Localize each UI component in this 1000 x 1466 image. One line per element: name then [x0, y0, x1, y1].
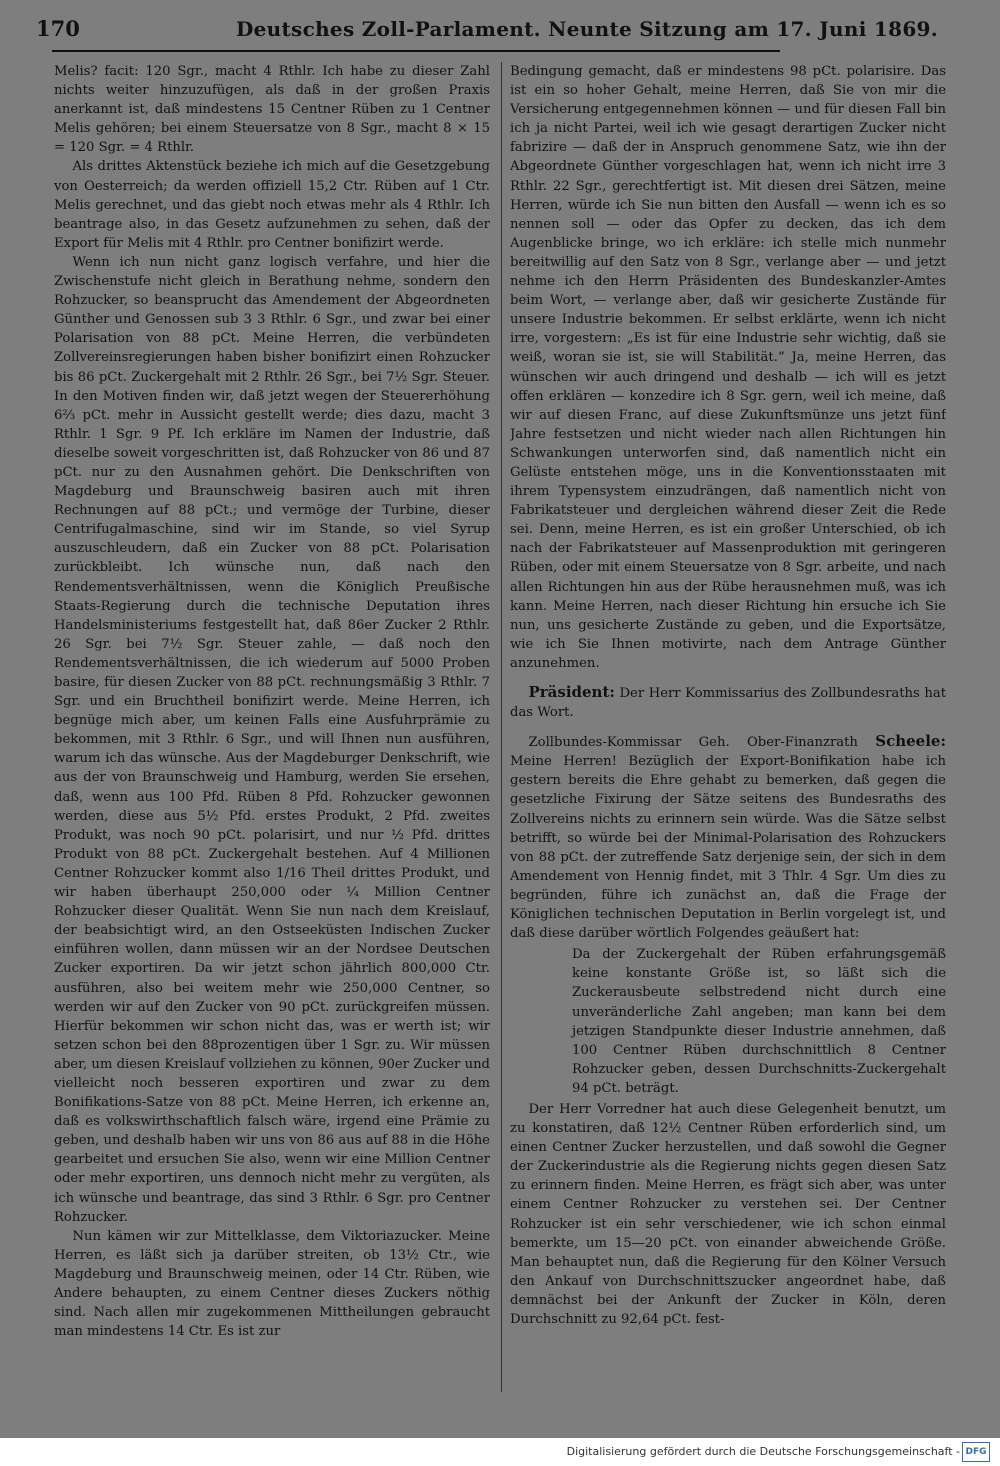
speaker-name: Präsident:: [528, 683, 615, 701]
president-statement: [510, 683, 946, 722]
statement-text: Der Herr Kommissarius des Zollbundesraths hat das Wort.: [510, 686, 946, 721]
block-quote: Da der Zuckergehalt der Rüben erfahrungsgemäß keine konstante Größe ist, so läßt sich die Zuckerausbeute selbstredend nicht durch eine unveränderliche Zahl angeben; man kann bei dem jetzigen Standpunkte dieser Industrie annehmen, daß 100 Centner Rüben durchschnittlich 8 Centner Rohzucker geben, dessen Durchschnitts-Zuckergehalt 94 pCt. beträgt.: [572, 947, 946, 1096]
paragraph: Bedingung gemacht, daß er mindestens 98 pCt. polarisire. Das ist ein so hoher Gehalt, meine Herren, daß Sie von mir die Versicherung entgegennehmen können — und für diesen Fall bin ich ja nicht Partei, weil ich wie gesagt derartigen Zucker nicht fabrizire — daß der in Anspruch genommene Satz, wie ihn der Abgeordnete Günther vorgeschlagen hat, wenn ich nicht irre 3 Rthlr. 22 Sgr., gerechtfertigt ist. Mit diesen drei Sätzen, meine Herren, würde ich Sie nun bitten den Ausfall — wenn ich es so nennen soll — oder das Opfer zu decken, das ich dem Augenblicke bringe, wo ich erkläre: ich stelle mich nunmehr bereitwillig auf den Satz von 8 Sgr., verlange aber — und jetzt nehme ich den Herrn Präsidenten des Bundeskanzler-Amtes beim Wort, — verlange aber, daß wir gesicherte Zustände für unsere Industrie bekommen. Er selbst erklärte, wenn ich nicht irre, vorgestern: „Es ist für eine Industrie sehr wichtig, daß sie weiß, woran sie ist, sie will Stabilität.“ Ja, meine Herren, das wünschen wir auch dringend und deshalb — ich will es jetzt offen erklären — konzedire ich 8 Sgr. gern, weil ich meine, daß wir auf diesen Franc, auf diese Zukunftsmünze uns jetzt fünf Jahre festsetzen und nicht wieder nach allen Richtungen hin Schwankungen unterworfen sind, daß namentlich nicht ein Gelüste entstehen möge, uns in die Konventionsstaaten mit ihrem Typensystem einzudrängen, daß namentlich nicht von Fabrikatsteuer und dergleichen während dieser Zeit die Rede sei. Denn, meine Herren, es ist ein großer Unterschied, ob ich nach der Fabrikatsteuer auf Massenproduktion mit geringeren Rüben, oder mit einem Steuersatze von 8 Sgr. arbeite, und nach allen Richtungen hin aus der Rübe herausnehmen muß, was ich kann. Meine Herren, nach dieser Richtung hin ersuche ich Sie nun, uns gesicherte Zustände zu geben, und die Exportsätze, wie ich Sie Ihnen motivirte, nach dem Antrage Günther anzunehmen.: [510, 64, 946, 671]
page-header: [36, 16, 939, 50]
paragraph: Wenn ich nun nicht ganz logisch verfahre, und hier die Zwischenstufe nicht gleich in Berathung nehme, sondern den Rohzucker, so beansprucht das Amendement der Abgeordneten Günther und Genossen sub 3 3 Rthlr. 6 Sgr., und zwar bei einer Polarisation von 88 pCt. Meine Herren, die verbündeten Zollvereinsregierungen haben bisher bonifizirt einen Rohzucker bis 86 pCt. Zuckergehalt mit 2 Rthlr. 26 Sgr., bei 7½ Sgr. Steuer. In den Motiven finden wir, daß jetzt wegen der Steuererhöhung 6⅔ pCt. mehr in Aussicht gestellt werde; dies dazu, macht 3 Rthlr. 1 Sgr. 9 Pf. Ich erkläre im Namen der Industrie, daß dieselbe soweit vorgeschritten ist, daß Rohzucker von 86 und 87 pCt. nur zu den Ausnahmen gehört. Die Denkschriften von Magdeburg und Braunschweig basiren auch mit ihren Rechnungen auf 88 pCt.; und vermöge der Turbine, dieser Centrifugalmaschine, sind wir im Stande, so viel Syrup auszuschleudern, daß ein Zucker von 88 pCt. Polarisation zurückbleibt. Ich wünsche nun, daß nach den Rendementsverhältnissen, wenn die Königlich Preußische Staats-Regierung durch die technische Deputation ihres Handelsministeriums festgestellt hat, daß 86er Zucker 2 Rthlr. 26 Sgr. bei 7½ Sgr. Steuer zahle, — daß noch den Rendementsverhältnissen, die ich wiederum auf 5000 Proben basire, für diesen Zucker von 88 pCt. rechnungsmäßig 3 Rthlr. 7 Sgr. und ein Bruchtheil bonifizirt werde. Meine Herren, ich begnüge mich aber, um keinen Falls eine Ausfuhrprämie zu bekommen, mit 3 Rthlr. 6 Sgr., und will Ihnen nun ausführen, warum ich das wünsche. Aus der Magdeburger Denkschrift, wie aus der von Braunschweig und Hamburg, werden Sie ersehen, daß, wenn aus 100 Pfd. Rüben 8 Pfd. Rohzucker gewonnen werden, diese aus 5½ Pfd. erstes Produkt, 2 Pfd. zweites Produkt, was noch 90 pCt. polarisirt, und nur ½ Pfd. drittes Produkt von 88 pCt. Zuckergehalt bestehen. Auf 4 Millionen Centner Rohzucker kommt also 1/16 Theil drittes Produkt, und wir haben überhaupt 250,000 oder ¼ Million Centner Rohzucker dieser Qualität. Wenn Sie nun nach dem Kreislauf, der beabsichtigt wird, an den Ostseeküsten Indischen Zucker einführen wollen, dann müssen wir an der Nordsee Deutschen Zucker exportiren. Da wir jetzt schon jährlich 800,000 Ctr. ausführen, also bei weitem mehr wie 250,000 Centner, so werden wir auf den Zucker von 90 pCt. zurückgreifen müssen. Hierfür bekommen wir schon nicht das, was er werth ist; wir setzen schon bei den 88prozentigen über 1 Sgr. zu. Wir müssen aber, um diesen Kreislauf vollziehen zu können, 90er Zucker und vielleicht noch besseren exportiren und zwar zu dem Bonifikations-Satze von 88 pCt. Meine Herren, ich erkenne an, daß es volkswirthschaftlich falsch wäre, irgend eine Prämie zu geben, und deshalb haben wir uns von 86 aus auf 88 in die Höhe gearbeitet und ersuchen Sie also, wenn wir eine Million Centner oder mehr exportiren, uns dennoch nicht mehr zu vergüten, als ich wünsche und beantrage, das sind 3 Rthlr. 6 Sgr. pro Centner Rohzucker.: [54, 254, 490, 1225]
paragraph: Melis? facit: 120 Sgr., macht 4 Rthlr. Ich habe zu dieser Zahl nichts weiter hinzuzufügen, als daß in der großen Praxis anerkannt ist, daß mindestens 15 Centner Rüben zu 1 Centner Melis gehören; bei einem Steuersatze von 8 Sgr., macht 8 × 15 = 120 Sgr. = 4 Rthlr.: [54, 64, 490, 156]
page-number: 170: [36, 16, 80, 41]
right-column: [510, 62, 946, 1392]
column-divider: [501, 62, 502, 1392]
speaker-name: Scheele:: [875, 732, 946, 751]
footer-bar: [0, 1438, 1000, 1466]
paragraph: Als drittes Aktenstück beziehe ich mich auf die Gesetzgebung von Oesterreich; da werden offiziell 15,2 Ctr. Rüben auf 1 Ctr. Melis gerechnet, und das giebt noch etwas mehr als 4 Rthlr. Ich beantrage also, in das Gesetz aufzunehmen zu sehen, daß der Export für Melis mit 4 Rthlr. pro Centner bonifizirt werde.: [54, 159, 490, 251]
left-column: [54, 62, 490, 1392]
header-rule: [52, 50, 780, 52]
paragraph: Der Herr Vorredner hat auch diese Gelegenheit benutzt, um zu konstatiren, daß 12½ Centner Rüben erforderlich sind, um einen Centner Zucker herzustellen, und daß sowohl die Gegner der Zuckerindustrie als die Regierung nichts gegen diesen Satz zu erinnern finden. Meine Herren, es frägt sich aber, was unter einem Centner Rohzucker zu verstehen sei. Der Centner Rohzucker ist ein sehr verschiedener, wie ich schon einmal bemerkte, um 15—20 pCt. von einander abweichende Größe. Man behauptet nun, daß die Regierung für den Kölner Versuch den Ankauf von Durchschnittszucker angeordnet habe, daß demnächst bei der Ankunft der Zucker in Köln, deren Durchschnitt zu 92,64 pCt. fest-: [510, 1101, 946, 1327]
funding-credit: Digitalisierung gefördert durch die Deutsche Forschungsgemeinschaft -: [566, 1445, 960, 1458]
speaker-title: Zollbundes-Kommissar Geh. Ober-Finanzrath: [528, 735, 876, 751]
statement-text: Meine Herren! Bezüglich der Export-Bonifikation habe ich gestern bereits die Ehre gehabt zu bemerken, daß gegen die gesetzliche Fixirung der Sätze seitens des Bundesraths des Zollvereins nichts zu erinnern sein würde. Was die Sätze selbst betrifft, so würde bei der Minimal-Polarisation des Rohzuckers von 88 pCt. der zutreffende Satz derjenige sein, der sich in dem Amendement von Hennig findet, mit 3 Thlr. 4 Sgr. Um dies zu begründen, führe ich zunächst an, daß die Frage der Königlichen technischen Deputation in Berlin vorgelegt ist, und daß diese darüber wörtlich Folgendes geäußert hat:: [510, 754, 946, 942]
running-title: Deutsches Zoll-Parlament. Neunte Sitzung am 17. Juni 1869.: [236, 17, 939, 41]
commissioner-statement: [510, 732, 946, 943]
dfg-logo-icon: DFG: [962, 1442, 990, 1462]
paragraph: Nun kämen wir zur Mittelklasse, dem Viktoriazucker. Meine Herren, es läßt sich ja darüber streiten, ob 13½ Ctr., wie Magdeburg und Braunschweig meinen, oder 14 Ctr. Rüben, wie Andere behaupten, zu einem Centner dieses Zuckers nöthig sind. Nach allen mir zugekommenen Mittheilungen gebraucht man mindestens 14 Ctr. Es ist zur: [54, 1228, 490, 1340]
